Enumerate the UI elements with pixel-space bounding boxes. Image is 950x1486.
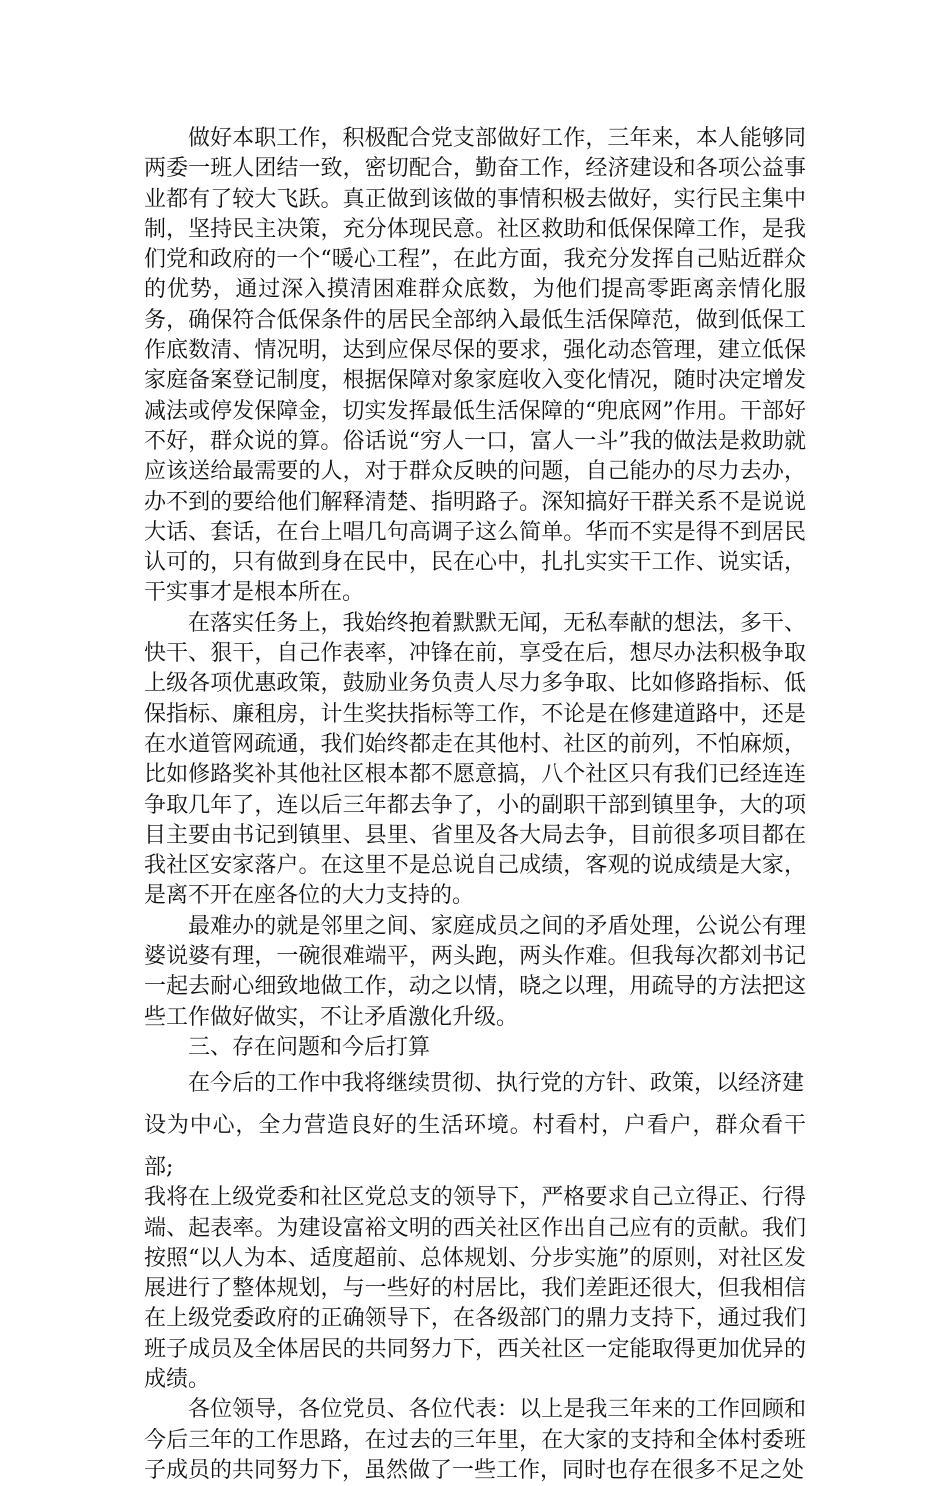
paragraph-closing: 各位领导，各位党员、各位代表：以上是我三年来的工作回顾和今后三年的工作思路，在过去的三年里，在大家的支持和全体村委班子成员的共同努力下，虽然做了一些工作，同时也存在很多不足之处	[144, 1397, 806, 1483]
document-body	[144, 124, 806, 1486]
future-plan-line-2: 设为中心，全力营造良好的生活环境。村看村，户看户，群众看干部;	[144, 1113, 806, 1181]
section-heading: 三、存在问题和今后打算	[188, 1034, 431, 1060]
paragraph-duties: 做好本职工作，积极配合党支部做好工作，三年来，本人能够同两委一班人团结一致，密切配合，勤奋工作，经济建设和各项公益事业都有了较大飞跃。真正做到该做的事情积极去做好，实行民主集中制，坚持民主决策，充分体现民意。社区救助和低保保障工作，是我们党和政府的一个“暖心工程”，在此方面，我充分发挥自己贴近群众的优势，通过深入摸清困难群众底数，为他们提高零距离亲情化服务，确保符合低保条件的居民全部纳入最低生活保障范，做到低保工作底数清、情况明，达到应保尽保的要求，强化动态管理，建立低保家庭备案登记制度，根据保障对象家庭收入变化情况，随时决定增发减法或停发保障金，切实发挥最低生活保障的“兜底网”作用。干部好不好，群众说的算。俗话说“穷人一口，富人一斗”我的做法是救助就应该送给最需要的人，对于群众反映的问题，自己能办的尽力去办，办不到的要给他们解释清楚、指明路子。深知搞好干群关系不是说说大话、套话，在台上唱几句高调子这么简单。华而不实是得不到居民认可的，只有做到身在民中，民在心中，扎扎实实干工作、说实话，干实事才是根本所在。	[144, 126, 806, 606]
future-plan-line-1: 在今后的工作中我将继续贯彻、执行党的方针、政策，以经济建	[188, 1071, 805, 1097]
paragraph-tasks: 在落实任务上，我始终抱着默默无闻，无私奉献的想法，多干、快干、狠干，自己作表率，冲锋在前，享受在后，想尽办法积极争取上级各项优惠政策，鼓励业务负责人尽力多争取、比如修路指标、低保指标、廉租房，计生奖扶指标等工作，不论是在修建道路中，还是在水道管网疏通，我们始终都走在其他村、社区的前列，不怕麻烦，比如修路奖补其他社区根本都不愿意搞，八个社区只有我们已经连连争取几年了，连以后三年都去争了，小的副职干部到镇里争，大的项目主要由书记到镇里、县里、省里及各大局去争，目前很多项目都在我社区安家落户。在这里不是总说自己成绩，客观的说成绩是大家，是离不开在座各位的大力支持的。	[144, 610, 806, 909]
paragraph-disputes: 最难办的就是邻里之间、家庭成员之间的矛盾处理，公说公有理婆说婆有理，一碗很难端平，两头跑，两头作难。但我每次都刘书记一起去耐心细致地做工作，动之以情，晓之以理，用疏导的方法把这些工作做好做实，不让矛盾激化升级。	[144, 913, 806, 1030]
paragraph-future-plan: 我将在上级党委和社区党总支的领导下，严格要求自己立得正、行得端、起表率。为建设富裕文明的西关社区作出自己应有的贡献。我们按照“以人为本、适度超前、总体规划、分步实施”的原则，对社区发展进行了整体规划，与一些好的村居比，我们差距还很大，但我相信在上级党委政府的正确领导下，在各级部门的鼎力支持下，通过我们班子成员及全体居民的共同努力下，西关社区一定能取得更加优异的成绩。	[144, 1185, 806, 1392]
